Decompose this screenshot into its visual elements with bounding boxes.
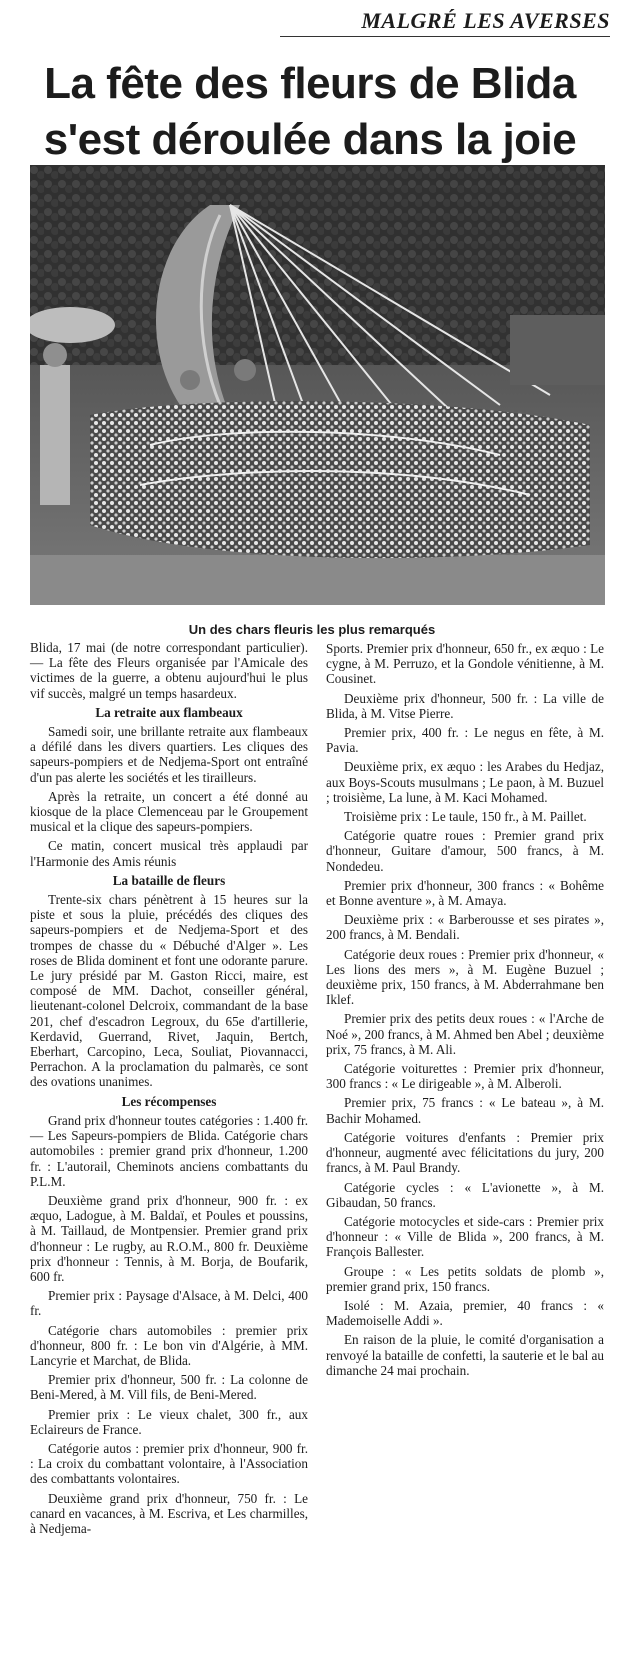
article-paragraph: Premier prix d'honneur, 500 fr. : La colonne de Beni-Mered, à M. Vill fils, de Beni-Mered. [30,1372,308,1403]
article-paragraph: Premier prix des petits deux roues : « l'Arche de Noé », 200 francs, à M. Ahmed ben Abel ; deuxième prix, 75 francs, à M. Ali. [326,1011,604,1057]
article-paragraph: En raison de la pluie, le comité d'organisation a renvoyé la bataille de confetti, la sauterie et le bal au dimanche 24 mai prochain. [326,1332,604,1378]
article-paragraph: Catégorie chars automobiles : premier prix d'honneur, 800 fr. : Le bon vin d'Algérie, à MM. Lancyrie et Marchat, de Blida. [30,1322,308,1368]
article-paragraph: Premier prix : Le vieux chalet, 300 fr., aux Eclaireurs de France. [30,1406,308,1437]
article-paragraph: Trente-six chars pénètrent à 15 heures sur la piste et sous la pluie, précédés des cliques des sapeurs-pompiers et de Nedjema-Sport et des trompes de chasse du « Débuché d'Alger ». Les roses de Blida dominent et font une odorante parure. Le jury présidé par M. Gaston Ricci, maire, est composé de MM. Dachot, conseiller général, lieutenant-colonel Delcroix, commandant de la base 201, chef d'escadron Legroux, du 65e d'artillerie, Kerdavid, Guerrand, Rivet, Jaquin, Bertch, Eberhart, Carcopino, Leca, Souliat, Piovannacci, Perrachon. A la proclamation du palmarès, ce sont des ovations unanimes. [30,892,308,1090]
article-paragraph: Après la retraite, un concert a été donné au kiosque de la place Clemenceau par le Groupement musical et la clique des sapeurs-pompiers. [30,788,308,835]
article-paragraph: Premier prix, 75 francs : « Le bateau », à M. Bachir Mohamed. [326,1095,604,1126]
article-paragraph: Catégorie autos : premier prix d'honneur, 900 fr. : La croix du combattant volontaire, à l'Association des combattants volontaires. [30,1440,308,1487]
article-paragraph: Deuxième grand prix d'honneur, 900 fr. : ex æquo, Ladogue, à M. Baldaï, et Poules et poussins, à M. Taillaud, de Montpensier. Premier grand prix d'honneur : Le rugby, au R.O.M., 800 fr. Deuxième prix d'honneur : Tennis, à M. Borja, de Boufarik, 600 fr. [30,1192,308,1284]
article-paragraph: Catégorie deux roues : Premier prix d'honneur, « Les lions des mers », à M. Eugène Buzuel ; deuxième prix, 150 francs, à M. Abderrahmane ben Iklef. [326,946,604,1008]
article-paragraph: Deuxième grand prix d'honneur, 750 fr. : Le canard en vacances, à M. Escriva, et Les charmilles, à Nedjema- [30,1490,308,1536]
article-paragraph: Catégorie voiturettes : Premier prix d'honneur, 300 francs : « Le dirigeable », à M. Alberoli. [326,1061,604,1092]
photo-illustration [30,165,605,605]
section-heading: Les récompenses [121,1093,217,1109]
article-paragraph: Blida, 17 mai (de notre correspondant particulier). — La fête des Fleurs organisée par l'Amicale des victimes de la guerre, a obtenu aujourd'hui le plus vif succès, malgré un temps hasardeux. [30,640,308,701]
photo-caption: Un des chars fleuris les plus remarqués [188,622,436,637]
article-column-left [30,640,308,1540]
article-paragraph: Grand prix d'honneur toutes catégories : 1.400 fr. — Les Sapeurs-pompiers de Blida. Catégorie chars automobiles : premier grand prix d'honneur, 1.200 fr. : L'autorail, Cheminots anciens combattants du P.L.M. [30,1112,308,1189]
headline-line-1: La fête des fleurs de Blida [44,59,576,108]
article-paragraph: Deuxième prix : « Barberousse et ses pirates », 200 francs, à M. Bendali. [326,912,604,943]
photo-flower-float [30,165,605,605]
section-heading: La bataille de fleurs [112,872,226,888]
kicker: MALGRÉ LES AVERSES [280,8,610,37]
article-paragraph: Catégorie cycles : « L'avionette », à M. Gibaudan, 50 francs. [326,1179,604,1210]
article-paragraph: Premier prix : Paysage d'Alsace, à M. Delci, 400 fr. [30,1288,308,1319]
section-heading: La retraite aux flambeaux [95,704,243,720]
article-paragraph: Deuxième prix, ex æquo : les Arabes du Hedjaz, aux Boys-Scouts musulmans ; Le paon, à M. Buzuel ; troisième, La lune, à M. Kaci Mohamed. [326,759,604,805]
article-paragraph: Catégorie motocycles et side-cars : Premier prix d'honneur : « Ville de Blida », 200 francs, à M. François Ballester. [326,1213,604,1260]
article-paragraph: Ce matin, concert musical très applaudi par l'Harmonie des Amis réunis [30,838,308,869]
article-paragraph: Sports. Premier prix d'honneur, 650 fr., ex æquo : Le cygne, à M. Perruzo, et la Gondole vénitienne, à M. Cousinet. [326,641,604,687]
article-column-right [326,641,604,1382]
article-paragraph: Samedi soir, une brillante retraite aux flambeaux a défilé dans les divers quartiers. Les cliques des sapeurs-pompiers et de Nedjema-Sport ont entraîné d'un pas alerte les sociétés et les tirailleurs. [30,724,308,785]
article-paragraph: Catégorie voitures d'enfants : Premier prix d'honneur, augmenté avec félicitations du jury, 200 francs, à M. Paul Brandy. [326,1129,604,1176]
headline-line-2: s'est déroulée dans la joie [43,115,577,164]
article-paragraph: Deuxième prix d'honneur, 500 fr. : La ville de Blida, à M. Vitse Pierre. [326,690,604,721]
article-paragraph: Premier prix, 400 fr. : Le negus en fête, à M. Pavia. [326,725,604,756]
article-paragraph: Groupe : « Les petits soldats de plomb », premier grand prix, 150 francs. [326,1263,604,1294]
article-paragraph: Troisième prix : Le taule, 150 fr., à M. Paillet. [344,809,587,825]
headline [10,56,610,168]
article-paragraph: Isolé : M. Azaia, premier, 40 francs : « Mademoiselle Addi ». [326,1297,604,1329]
article-paragraph: Premier prix d'honneur, 300 francs : « Bohême et Bonne aventure », à M. Amaya. [326,877,604,909]
article-paragraph: Catégorie quatre roues : Premier grand prix d'honneur, Guitare d'amour, 500 francs, à M. Nondedeu. [326,828,604,874]
